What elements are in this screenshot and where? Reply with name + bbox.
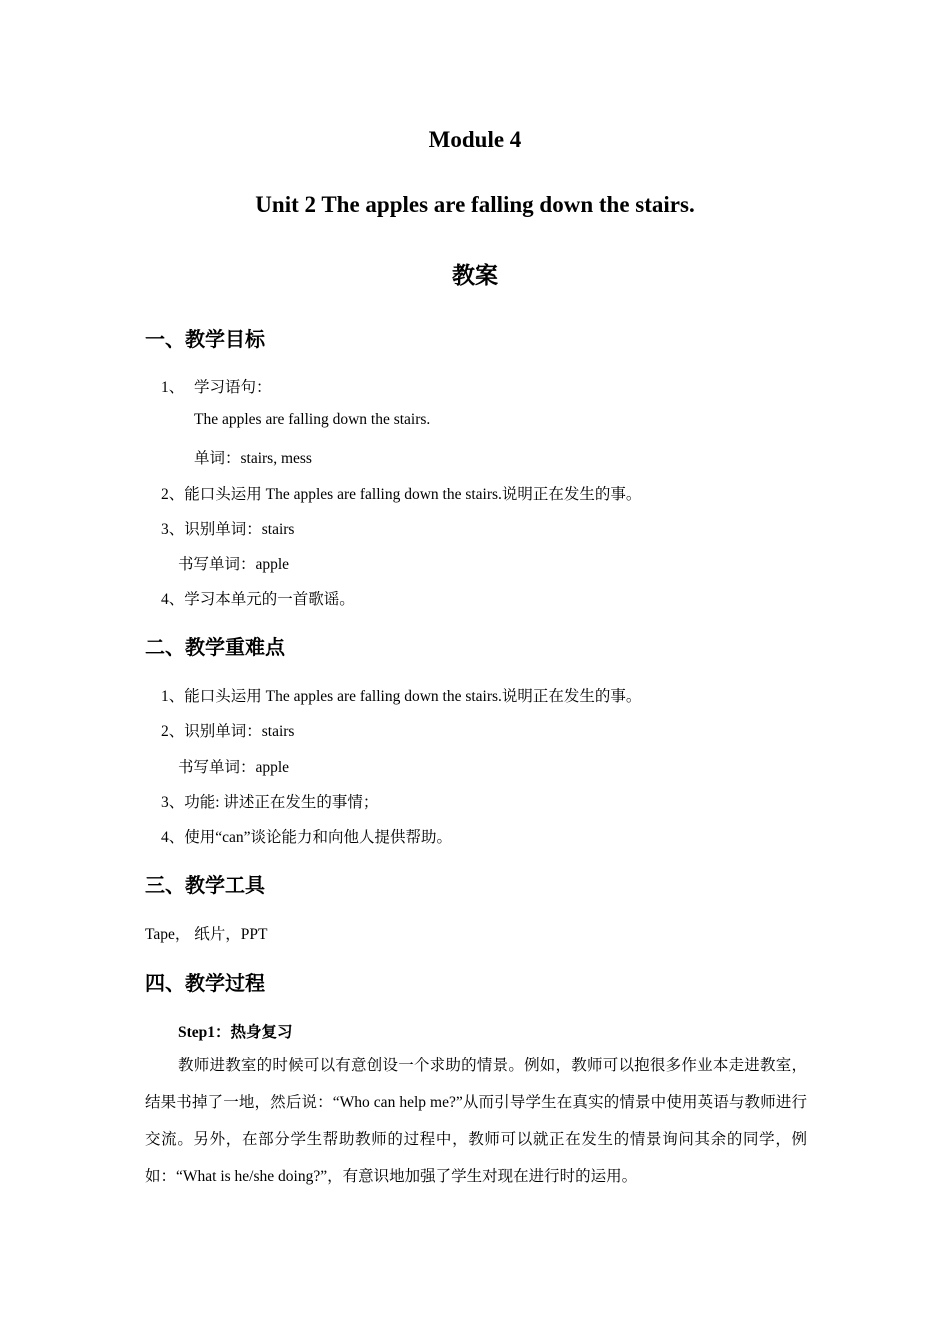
section-heading-tools: 三、教学工具 — [145, 875, 265, 897]
objective-item: 2、能口头运用 The apples are falling down the stairs.说明正在发生的事。 — [161, 486, 642, 503]
key-point-item: 3、功能: 讲述正在发生的事情； — [161, 794, 379, 811]
objective-sentence: The apples are falling down the stairs. — [194, 411, 431, 428]
tools-list: Tape， 纸片，PPT — [145, 926, 268, 943]
section-heading-process: 四、教学过程 — [145, 973, 265, 995]
objective-item-label: 学习语句： — [194, 379, 272, 396]
objective-item: 3、识别单词：stairs — [161, 521, 295, 538]
key-point-item: 4、使用“can”谈论能力和向他人提供帮助。 — [161, 829, 453, 846]
key-point-item: 1、能口头运用 The apples are falling down the stairs.说明正在发生的事。 — [161, 688, 642, 705]
section-heading-key-points: 二、教学重难点 — [145, 637, 285, 659]
key-point-item: 2、识别单词：stairs — [161, 723, 295, 740]
step1-title: Step1：热身复习 — [178, 1024, 293, 1041]
objective-words: 单词：stairs, mess — [194, 450, 312, 467]
key-point-write-word: 书写单词：apple — [178, 759, 290, 776]
step1-paragraph: 教师进教室的时候可以有意创设一个求助的情景。例如，教师可以抱很多作业本走进教室，结果书掉了一地，然后说：“Who can help me?”从而引导学生在真实的情景中使用英语与教师进行交流。另外，在部分学生帮助教师的过程中，教师可以就正在发生的情景询问其余的同学，例如：“What is he/she doing?”，有意识地加强了学生对现在进行时的运用。 — [145, 1057, 807, 1185]
section-heading-objectives: 一、教学目标 — [145, 329, 265, 351]
objective-item: 4、学习本单元的一首歌谣。 — [161, 591, 355, 608]
unit-title: Unit 2 The apples are falling down the stairs. — [255, 192, 695, 217]
lesson-plan-title: 教案 — [452, 263, 498, 288]
objective-item-number: 1、 — [161, 379, 185, 396]
objective-write-word: 书写单词：apple — [178, 556, 290, 573]
module-title: Module 4 — [428, 127, 522, 152]
